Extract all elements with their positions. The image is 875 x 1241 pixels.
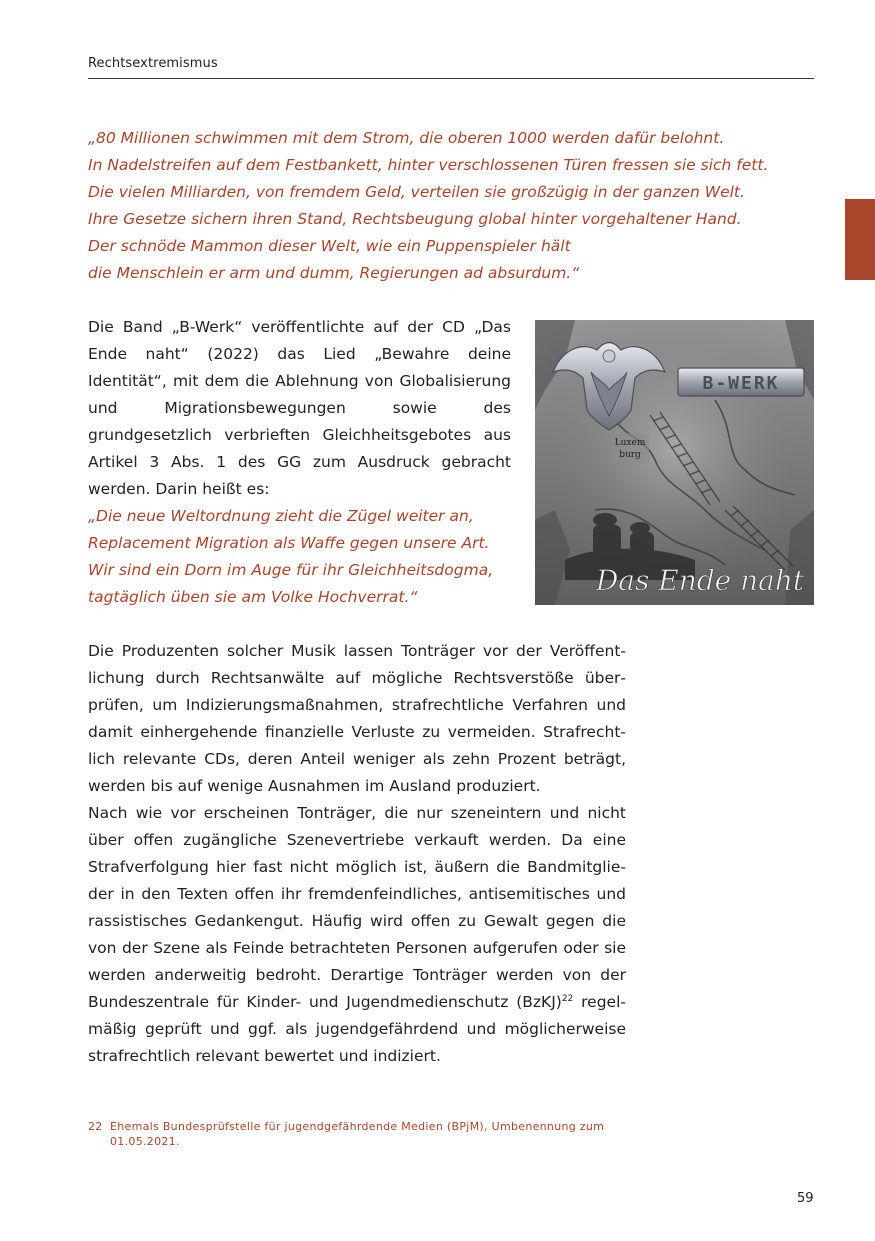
main-paragraph-text: Nach wie vor erscheinen Tonträger, die nur szeneintern und nicht über offen zugängliche Szenevertriebe verkauft werden. Da eine Strafverfolgung hier fast nicht möglich ist, äußern die Bandmitglieder in den Texten offen ihr fremdenfeindliches, antisemitisches und rassistisches Gedankengut. Häufig wird offen zu Gewalt gegen die von der Szene als Feinde betrachteten Personen aufgerufen oder sie werden anderweitig bedroht. Derartige Tonträger werden von der Bundeszentrale für Kinder- und Jugendmedienschutz (BzKJ) bbox=[88, 804, 626, 1011]
quote-line: Replacement Migration als Waffe gegen unsere Art. bbox=[88, 534, 490, 552]
page-number: 59 bbox=[797, 1191, 814, 1206]
footnote-reference[interactable]: 22 bbox=[561, 994, 574, 1004]
chapter-tab-marker bbox=[845, 199, 875, 280]
footnote-text: Ehemals Bundesprüfstelle für jugendgefährdende Medien (BPjM), Umbenennung zum 01.05.2021. bbox=[110, 1120, 605, 1148]
quote-line: „80 Millionen schwimmen mit dem Strom, die oberen 1000 werden dafür belohnt. bbox=[88, 129, 725, 147]
album-band-logo: B-WERK bbox=[702, 373, 780, 394]
quote-line: „Die neue Weltordnung zieht die Zügel weiter an, bbox=[88, 507, 474, 525]
footnote bbox=[88, 1119, 626, 1149]
lyrics-quote-1 bbox=[88, 125, 768, 287]
main-paragraph-part-2 bbox=[88, 800, 626, 1070]
quote-line: Ihre Gesetze sichern ihren Stand, Rechtsbeugung global hinter vorgehaltener Hand. bbox=[88, 210, 742, 228]
quote-line: In Nadelstreifen auf dem Festbankett, hinter verschlossenen Türen fressen sie sich fett. bbox=[88, 156, 769, 174]
album-map-label: Luxem bbox=[614, 438, 646, 448]
main-paragraph bbox=[88, 638, 626, 1070]
quote-line: die Menschlein er arm und dumm, Regierungen ad absurdum.“ bbox=[88, 264, 580, 282]
main-paragraph-part-1: Die Produzenten solcher Musik lassen Tonträger vor der Veröffentlichung durch Rechtsanwälte auf mögliche Rechtsverstöße überprüfen, um Indizierungsmaßnahmen, strafrechtliche Verfahren und damit einhergehende finanzielle Verluste zu vermeiden. Strafrechtlich relevante CDs, deren Anteil weniger als zehn Prozent beträgt, werden bis auf wenige Ausnahmen im Ausland produziert. bbox=[88, 642, 626, 795]
intro-paragraph: Die Band „B-Werk“ veröffentlichte auf der CD „Das Ende naht“ (2022) das Lied „Bewahre deine Identität“, mit dem die Ablehnung von Globalisierung und Migrationsbewegungen sowie des grundgesetzlich verbrieften Gleichheitsgebotes aus Artikel 3 Abs. 1 des GG zum Ausdruck gebracht werden. Darin heißt es: bbox=[88, 318, 511, 498]
quote-line: Der schnöde Mammon dieser Welt, wie ein Puppenspieler hält bbox=[88, 237, 571, 255]
main-paragraph-text: regelmäßig geprüft und ggf. als jugendgefährdend und möglicherweise strafrechtlich relevant bewertet und indiziert. bbox=[88, 993, 626, 1065]
album-cover-image bbox=[535, 320, 814, 605]
quote-line: Die vielen Milliarden, von fremdem Geld, verteilen sie großzügig in der ganzen Welt. bbox=[88, 183, 745, 201]
header-rule bbox=[88, 78, 814, 79]
album-title-script: Das Ende naht bbox=[595, 564, 805, 597]
lyrics-quote-2 bbox=[88, 503, 493, 611]
quote-line: tagtäglich üben sie am Volke Hochverrat.“ bbox=[88, 588, 418, 606]
album-map-label: burg bbox=[619, 450, 641, 460]
running-head: Rechtsextremismus bbox=[88, 56, 218, 71]
quote-line: Wir sind ein Dorn im Auge für ihr Gleichheitsdogma, bbox=[88, 561, 494, 579]
footnote-number: 22 bbox=[88, 1120, 103, 1133]
